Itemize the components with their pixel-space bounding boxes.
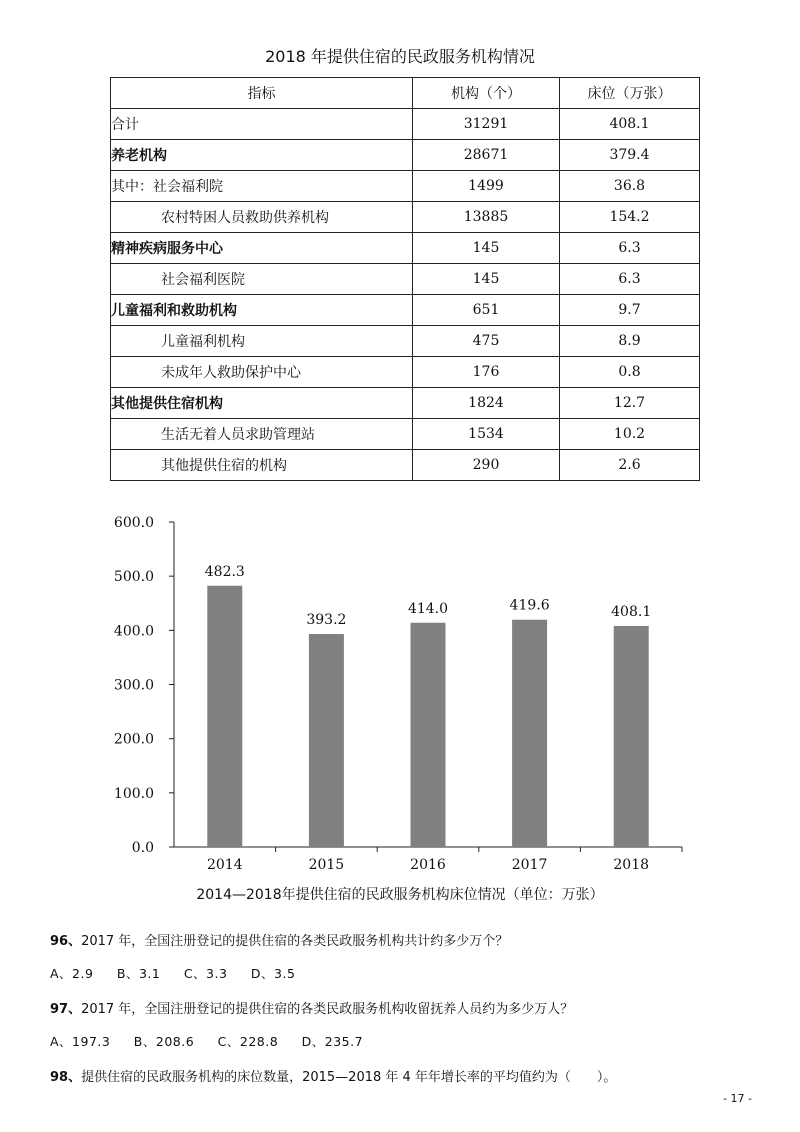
chart-caption: 2014—2018年提供住宿的民政服务机构床位情况（单位：万张） — [196, 887, 604, 903]
bar — [309, 634, 344, 847]
table-row — [111, 388, 700, 419]
row-institutions: 31291 — [413, 109, 560, 140]
row-institutions: 28671 — [413, 140, 560, 171]
row-label: 儿童福利机构 — [111, 326, 413, 357]
row-institutions: 1534 — [413, 419, 560, 450]
row-beds: 2.6 — [560, 450, 700, 481]
bar-value-label: 393.2 — [306, 612, 347, 629]
table-row — [111, 295, 700, 326]
row-beds: 10.2 — [560, 419, 700, 450]
bed-chart — [0, 505, 800, 880]
question-text: 提供住宿的民政服务机构的床位数量，2015—2018 年 4 年年增长率的平均值约为（ ）。 — [81, 1070, 617, 1085]
y-tick-label: 600.0 — [113, 515, 154, 531]
table-header-row — [111, 78, 700, 109]
table-row — [111, 357, 700, 388]
x-tick-label: 2014 — [206, 857, 243, 873]
table-row — [111, 233, 700, 264]
row-beds: 12.7 — [560, 388, 700, 419]
bar-value-label: 419.6 — [509, 597, 550, 614]
x-tick-label: 2017 — [511, 857, 548, 873]
bar — [614, 626, 649, 847]
row-label: 未成年人救助保护中心 — [111, 357, 413, 388]
table-row — [111, 264, 700, 295]
row-institutions: 145 — [413, 264, 560, 295]
y-tick-label: 0.0 — [131, 840, 154, 856]
y-tick-label: 500.0 — [113, 569, 154, 586]
row-beds: 379.4 — [560, 140, 700, 171]
table-row — [111, 202, 700, 233]
x-tick-label: 2015 — [308, 857, 345, 873]
table-title: 2018 年提供住宿的民政服务机构情况 — [265, 47, 535, 66]
row-label: 社会福利医院 — [111, 264, 413, 295]
table-row — [111, 140, 700, 171]
table-row — [111, 171, 700, 202]
row-label: 其他提供住宿的机构 — [111, 450, 413, 481]
bar — [512, 620, 547, 847]
row-beds: 154.2 — [560, 202, 700, 233]
bar-value-label: 408.1 — [611, 603, 652, 620]
row-institutions: 13885 — [413, 202, 560, 233]
y-tick-label: 400.0 — [113, 623, 154, 640]
y-tick-label: 100.0 — [113, 785, 154, 802]
question-number: 96、 — [50, 934, 82, 949]
row-institutions: 475 — [413, 326, 560, 357]
row-beds: 6.3 — [560, 264, 700, 295]
bar — [411, 623, 446, 847]
table-row — [111, 419, 700, 450]
row-institutions: 290 — [413, 450, 560, 481]
row-label: 其中：社会福利院 — [111, 171, 413, 202]
row-institutions: 651 — [413, 295, 560, 326]
header-institutions: 机构（个） — [413, 78, 560, 109]
question-97-options: A、197.3 B、208.6 C、228.8 D、235.7 — [50, 1034, 364, 1049]
x-tick-label: 2016 — [410, 857, 446, 873]
y-tick-label: 300.0 — [113, 677, 154, 694]
page-number: - 17 - — [723, 1092, 752, 1105]
question-97 — [50, 998, 573, 1017]
y-tick-label: 200.0 — [113, 731, 154, 748]
row-institutions: 176 — [413, 357, 560, 388]
question-98 — [50, 1066, 616, 1085]
row-beds: 408.1 — [560, 109, 700, 140]
question-number: 97、 — [50, 1002, 82, 1017]
row-label: 精神疾病服务中心 — [111, 233, 413, 264]
row-label: 农村特困人员救助供养机构 — [111, 202, 413, 233]
row-institutions: 1499 — [413, 171, 560, 202]
row-label: 其他提供住宿机构 — [111, 388, 413, 419]
table-row — [111, 450, 700, 481]
header-beds: 床位（万张） — [560, 78, 700, 109]
row-label: 生活无着人员求助管理站 — [111, 419, 413, 450]
stats-table — [110, 77, 700, 481]
header-indicator: 指标 — [111, 78, 413, 109]
table-body — [111, 109, 700, 481]
question-text: 2017 年，全国注册登记的提供住宿的各类民政服务机构共计约多少万个？ — [81, 934, 509, 949]
row-beds: 36.8 — [560, 171, 700, 202]
row-label: 儿童福利和救助机构 — [111, 295, 413, 326]
row-beds: 6.3 — [560, 233, 700, 264]
question-96-options: A、2.9 B、3.1 C、3.3 D、3.5 — [50, 966, 296, 981]
x-tick-label: 2018 — [613, 857, 650, 873]
question-96 — [50, 930, 508, 949]
row-institutions: 145 — [413, 233, 560, 264]
row-institutions: 1824 — [413, 388, 560, 419]
table-row — [111, 109, 700, 140]
row-beds: 8.9 — [560, 326, 700, 357]
row-beds: 9.7 — [560, 295, 700, 326]
row-beds: 0.8 — [560, 357, 700, 388]
row-label: 养老机构 — [111, 140, 413, 171]
question-text: 2017 年，全国注册登记的提供住宿的各类民政服务机构收留抚养人员约为多少万人？ — [81, 1002, 574, 1017]
table-row — [111, 326, 700, 357]
row-label: 合计 — [111, 109, 413, 140]
bar-value-label: 482.3 — [204, 563, 245, 580]
bar — [207, 586, 242, 847]
bar-value-label: 414.0 — [407, 600, 449, 617]
question-number: 98、 — [50, 1070, 82, 1085]
